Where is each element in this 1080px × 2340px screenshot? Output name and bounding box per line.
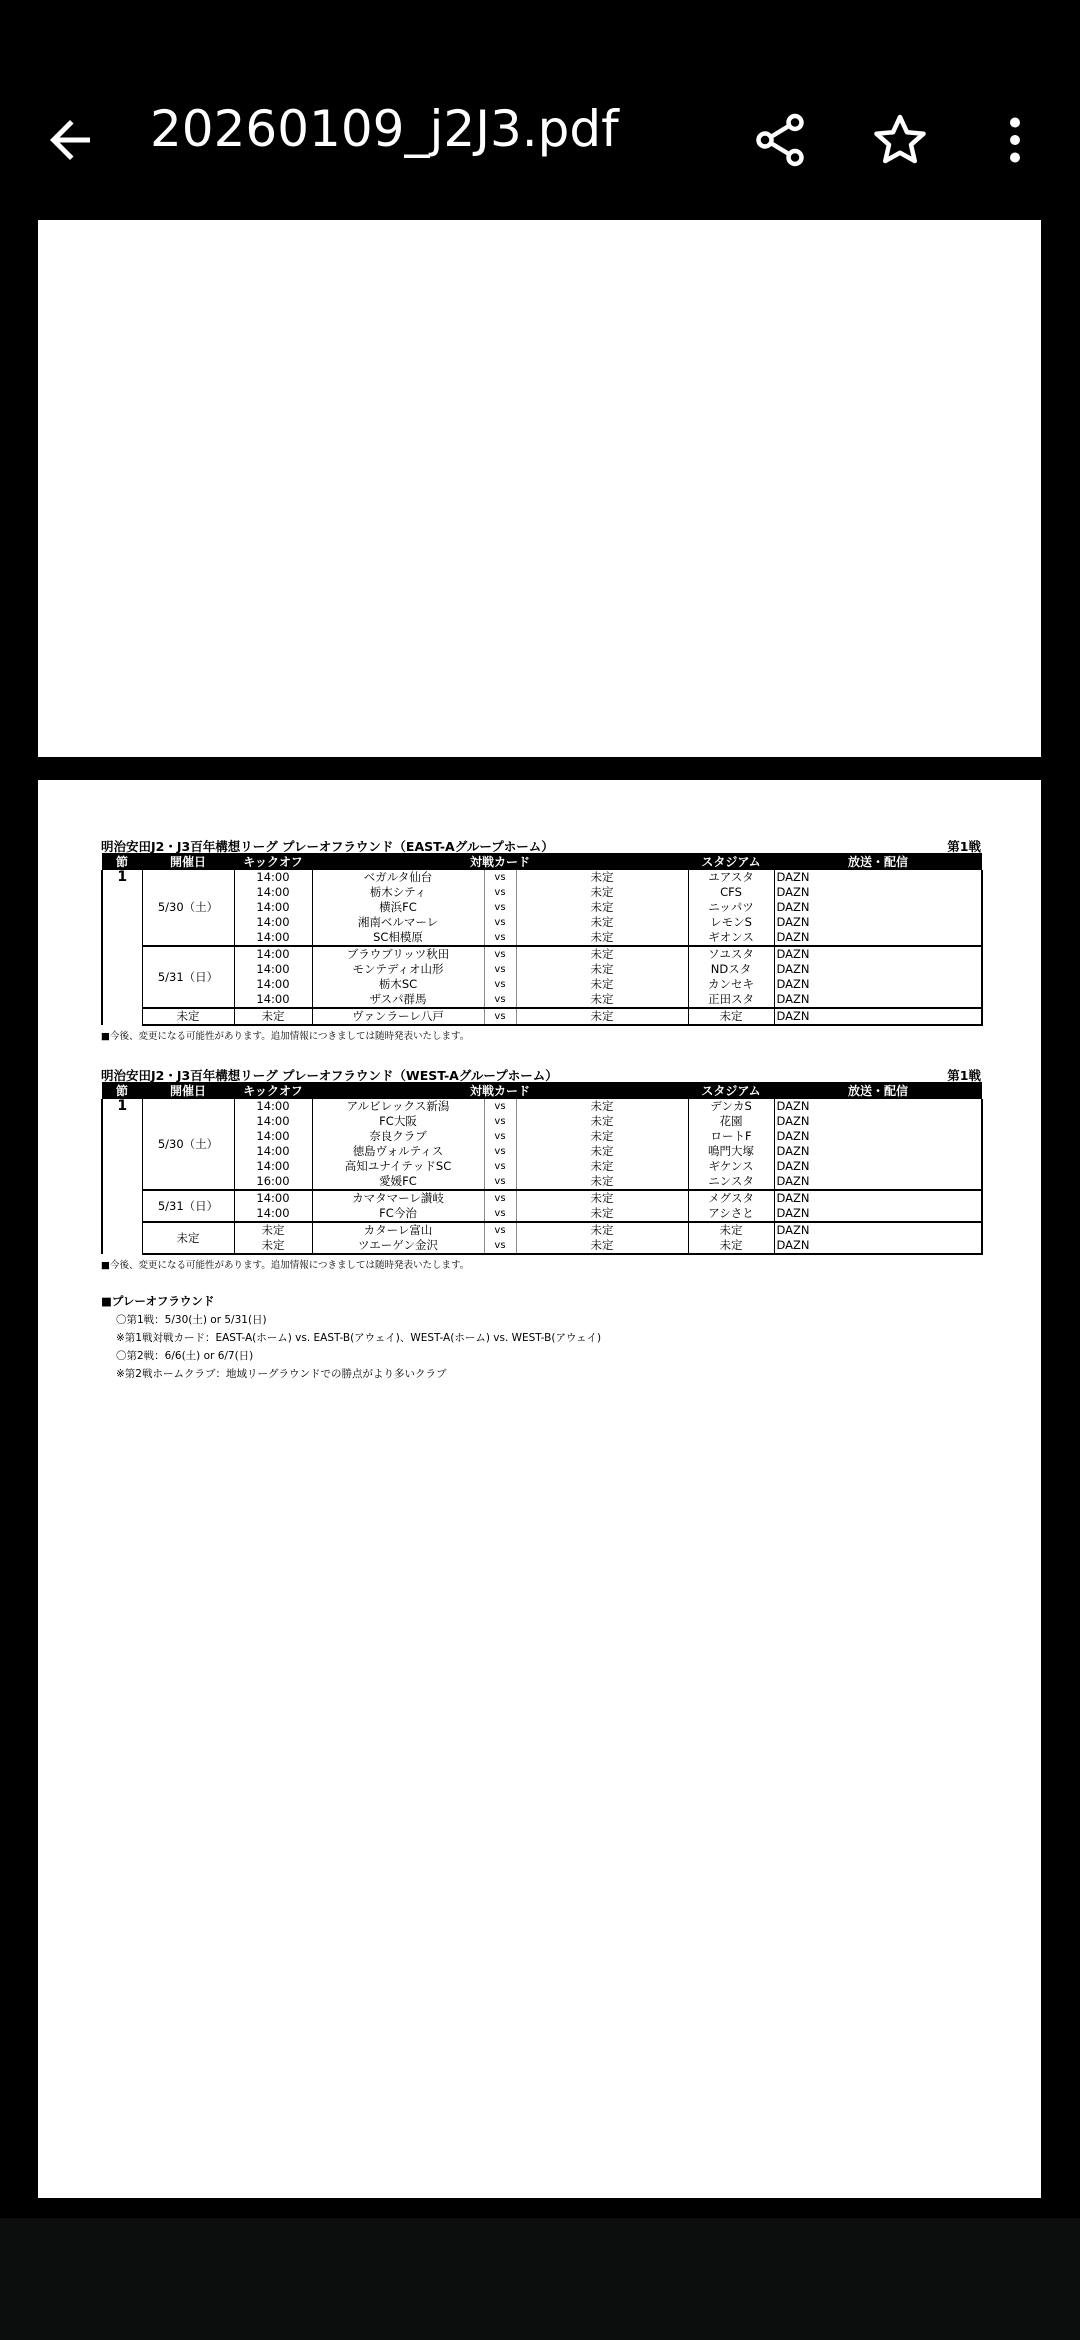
- stadium: 正田スタ: [688, 992, 774, 1008]
- stadium: ロートF: [688, 1129, 774, 1144]
- vs-label: vs: [484, 1174, 516, 1190]
- column-header: 開催日: [142, 1082, 234, 1099]
- away-team: 未定: [516, 1222, 688, 1238]
- home-team: FC今治: [312, 1206, 484, 1222]
- broadcast: DAZN: [774, 1129, 982, 1144]
- playoff-line: ※第2戦ホームクラブ：地域リーグラウンドでの勝点がより多いクラブ: [116, 1368, 447, 1380]
- table-row: [102, 1008, 982, 1025]
- schedule-document: [101, 835, 981, 1381]
- broadcast: DAZN: [774, 1099, 982, 1114]
- stadium: ギオンス: [688, 930, 774, 946]
- away-team: 未定: [516, 1114, 688, 1129]
- table-row: [102, 977, 982, 992]
- broadcast: DAZN: [774, 870, 982, 885]
- table-row: [102, 962, 982, 977]
- home-team: 高知ユナイテッドSC: [312, 1159, 484, 1174]
- away-team: 未定: [516, 885, 688, 900]
- away-team: 未定: [516, 992, 688, 1008]
- stadium: NDスタ: [688, 962, 774, 977]
- home-team: ブラウブリッツ秋田: [312, 946, 484, 962]
- kickoff-time: 14:00: [234, 870, 312, 885]
- broadcast: DAZN: [774, 962, 982, 977]
- away-team: 未定: [516, 1129, 688, 1144]
- home-team: 横浜FC: [312, 900, 484, 915]
- kickoff-time: 14:00: [234, 1206, 312, 1222]
- home-team: アルビレックス新潟: [312, 1099, 484, 1114]
- broadcast: DAZN: [774, 1144, 982, 1159]
- vs-label: vs: [484, 1206, 516, 1222]
- table-row: [102, 1144, 982, 1159]
- match-date: 5/31（日）: [142, 946, 234, 1008]
- vs-label: vs: [484, 962, 516, 977]
- stadium: カンセキ: [688, 977, 774, 992]
- away-team: 未定: [516, 870, 688, 885]
- broadcast: DAZN: [774, 992, 982, 1008]
- vs-label: vs: [484, 1099, 516, 1114]
- kickoff-time: 14:00: [234, 1190, 312, 1206]
- home-team: 愛媛FC: [312, 1174, 484, 1190]
- kickoff-time: 14:00: [234, 915, 312, 930]
- kickoff-time: 未定: [234, 1238, 312, 1254]
- playoff-title: ■プレーオフラウンド: [101, 1294, 215, 1308]
- kickoff-time: 14:00: [234, 930, 312, 946]
- broadcast: DAZN: [774, 1174, 982, 1190]
- away-team: 未定: [516, 1190, 688, 1206]
- stadium: CFS: [688, 885, 774, 900]
- stadium: ユアスタ: [688, 870, 774, 885]
- stadium: 未定: [688, 1222, 774, 1238]
- table-row: [102, 1114, 982, 1129]
- stadium: ニンスタ: [688, 1174, 774, 1190]
- home-team: 奈良クラブ: [312, 1129, 484, 1144]
- vs-label: vs: [484, 1159, 516, 1174]
- away-team: 未定: [516, 1174, 688, 1190]
- kickoff-time: 14:00: [234, 992, 312, 1008]
- round-label: 第1戦: [947, 1068, 981, 1083]
- broadcast: DAZN: [774, 885, 982, 900]
- kickoff-time: 14:00: [234, 1114, 312, 1129]
- table-row: [102, 1238, 982, 1254]
- away-team: 未定: [516, 930, 688, 946]
- kickoff-time: 14:00: [234, 977, 312, 992]
- away-team: 未定: [516, 977, 688, 992]
- home-team: 栃木シティ: [312, 885, 484, 900]
- schedule-note: ■今後、変更になる可能性があります。追加情報につきましては随時発表いたします。: [101, 1260, 470, 1271]
- table-row: [102, 1099, 982, 1114]
- table-row: [102, 1190, 982, 1206]
- away-team: 未定: [516, 946, 688, 962]
- home-team: FC大阪: [312, 1114, 484, 1129]
- kickoff-time: 14:00: [234, 1099, 312, 1114]
- stadium: アシさと: [688, 1206, 774, 1222]
- column-header: スタジアム: [688, 853, 774, 870]
- broadcast: DAZN: [774, 915, 982, 930]
- vs-label: vs: [484, 1190, 516, 1206]
- column-header: 対戦カード: [312, 1082, 688, 1099]
- top-app-bar: [0, 0, 1080, 220]
- schedule-title-bar: [101, 1064, 981, 1082]
- schedule-note: ■今後、変更になる可能性があります。追加情報につきましては随時発表いたします。: [101, 1031, 470, 1042]
- broadcast: DAZN: [774, 1008, 982, 1025]
- header-row: [102, 853, 982, 870]
- vs-label: vs: [484, 1008, 516, 1025]
- back-arrow-icon[interactable]: [40, 110, 100, 170]
- kickoff-time: 14:00: [234, 1129, 312, 1144]
- table-row: [102, 1159, 982, 1174]
- broadcast: DAZN: [774, 946, 982, 962]
- away-team: 未定: [516, 962, 688, 977]
- vs-label: vs: [484, 870, 516, 885]
- home-team: 湘南ベルマーレ: [312, 915, 484, 930]
- kickoff-time: 14:00: [234, 1144, 312, 1159]
- match-date: 5/31（日）: [142, 1190, 234, 1222]
- schedule-table: [101, 853, 983, 1026]
- match-date: 未定: [142, 1008, 234, 1025]
- column-header: 放送・配信: [774, 853, 982, 870]
- playoff-line: 〇第2戦：6/6(土) or 6/7(日): [116, 1350, 254, 1362]
- playoff-line: 〇第1戦：5/30(土) or 5/31(日): [116, 1314, 267, 1326]
- share-icon[interactable]: [750, 110, 810, 170]
- away-team: 未定: [516, 900, 688, 915]
- round-label: 第1戦: [947, 839, 981, 854]
- kickoff-time: 14:00: [234, 1159, 312, 1174]
- table-row: [102, 1222, 982, 1238]
- schedule-title: 明治安田J2・J3百年構想リーグ プレーオフラウンド（WEST-Aグループホーム）: [101, 1068, 558, 1083]
- broadcast: DAZN: [774, 1190, 982, 1206]
- section-number: 1: [102, 1099, 142, 1254]
- home-team: ツエーゲン金沢: [312, 1238, 484, 1254]
- table-row: [102, 946, 982, 962]
- home-team: ザスパ群馬: [312, 992, 484, 1008]
- broadcast: DAZN: [774, 900, 982, 915]
- away-team: 未定: [516, 1206, 688, 1222]
- table-row: [102, 1174, 982, 1190]
- column-header: キックオフ: [234, 853, 312, 870]
- kickoff-time: 14:00: [234, 962, 312, 977]
- pdf-page-1: [38, 220, 1041, 757]
- stadium: 鳴門大塚: [688, 1144, 774, 1159]
- home-team: ベガルタ仙台: [312, 870, 484, 885]
- home-team: モンテディオ山形: [312, 962, 484, 977]
- broadcast: DAZN: [774, 1206, 982, 1222]
- stadium: デンカS: [688, 1099, 774, 1114]
- away-team: 未定: [516, 1099, 688, 1114]
- kickoff-time: 16:00: [234, 1174, 312, 1190]
- broadcast: DAZN: [774, 930, 982, 946]
- away-team: 未定: [516, 1144, 688, 1159]
- kickoff-time: 未定: [234, 1222, 312, 1238]
- vs-label: vs: [484, 1129, 516, 1144]
- column-header: 節: [102, 853, 142, 870]
- table-row: [102, 1206, 982, 1222]
- away-team: 未定: [516, 1238, 688, 1254]
- vs-label: vs: [484, 1144, 516, 1159]
- stadium: ギケンス: [688, 1159, 774, 1174]
- home-team: カターレ富山: [312, 1222, 484, 1238]
- vs-label: vs: [484, 946, 516, 962]
- kickoff-time: 未定: [234, 1008, 312, 1025]
- star-icon[interactable]: [870, 110, 930, 170]
- section-number: 1: [102, 870, 142, 1025]
- schedule-table: [101, 1082, 983, 1255]
- away-team: 未定: [516, 1008, 688, 1025]
- away-team: 未定: [516, 1159, 688, 1174]
- vs-label: vs: [484, 885, 516, 900]
- match-date: 5/30（土）: [142, 1099, 234, 1190]
- bottom-navigation-bar: [0, 2218, 1080, 2340]
- kickoff-time: 14:00: [234, 900, 312, 915]
- stadium: ソユスタ: [688, 946, 774, 962]
- table-row: [102, 900, 982, 915]
- stadium: 未定: [688, 1008, 774, 1025]
- vs-label: vs: [484, 930, 516, 946]
- document-title: 20260109_j2J3.pdf: [150, 100, 619, 158]
- column-header: 対戦カード: [312, 853, 688, 870]
- match-date: 5/30（土）: [142, 870, 234, 946]
- column-header: 開催日: [142, 853, 234, 870]
- broadcast: DAZN: [774, 1222, 982, 1238]
- stadium: 花園: [688, 1114, 774, 1129]
- home-team: SC相模原: [312, 930, 484, 946]
- table-row: [102, 885, 982, 900]
- column-header: 節: [102, 1082, 142, 1099]
- stadium: メグスタ: [688, 1190, 774, 1206]
- vs-label: vs: [484, 992, 516, 1008]
- column-header: スタジアム: [688, 1082, 774, 1099]
- pdf-page-2: [38, 780, 1041, 2198]
- home-team: 徳島ヴォルティス: [312, 1144, 484, 1159]
- schedule-block: [101, 1064, 981, 1271]
- kickoff-time: 14:00: [234, 946, 312, 962]
- vs-label: vs: [484, 977, 516, 992]
- table-row: [102, 915, 982, 930]
- broadcast: DAZN: [774, 1114, 982, 1129]
- vs-label: vs: [484, 1114, 516, 1129]
- broadcast: DAZN: [774, 1238, 982, 1254]
- table-row: [102, 930, 982, 946]
- more-vert-icon[interactable]: [985, 110, 1045, 170]
- stadium: 未定: [688, 1238, 774, 1254]
- home-team: ヴァンラーレ八戸: [312, 1008, 484, 1025]
- home-team: カマタマーレ讃岐: [312, 1190, 484, 1206]
- table-row: [102, 992, 982, 1008]
- column-header: キックオフ: [234, 1082, 312, 1099]
- match-date: 未定: [142, 1222, 234, 1254]
- header-row: [102, 1082, 982, 1099]
- table-row: [102, 1129, 982, 1144]
- broadcast: DAZN: [774, 977, 982, 992]
- playoff-line: ※第1戦対戦カード：EAST-A(ホーム) vs. EAST-B(アウェイ)、WEST-A(ホーム) vs. WEST-B(アウェイ): [116, 1332, 602, 1344]
- stadium: レモンS: [688, 915, 774, 930]
- schedule-title-bar: [101, 835, 981, 853]
- column-header: 放送・配信: [774, 1082, 982, 1099]
- kickoff-time: 14:00: [234, 885, 312, 900]
- broadcast: DAZN: [774, 1159, 982, 1174]
- vs-label: vs: [484, 1222, 516, 1238]
- table-row: [102, 870, 982, 885]
- vs-label: vs: [484, 900, 516, 915]
- vs-label: vs: [484, 915, 516, 930]
- schedule-title: 明治安田J2・J3百年構想リーグ プレーオフラウンド（EAST-Aグループホーム）: [101, 839, 554, 854]
- home-team: 栃木SC: [312, 977, 484, 992]
- away-team: 未定: [516, 915, 688, 930]
- vs-label: vs: [484, 1238, 516, 1254]
- stadium: ニッパツ: [688, 900, 774, 915]
- schedule-block: [101, 835, 981, 1042]
